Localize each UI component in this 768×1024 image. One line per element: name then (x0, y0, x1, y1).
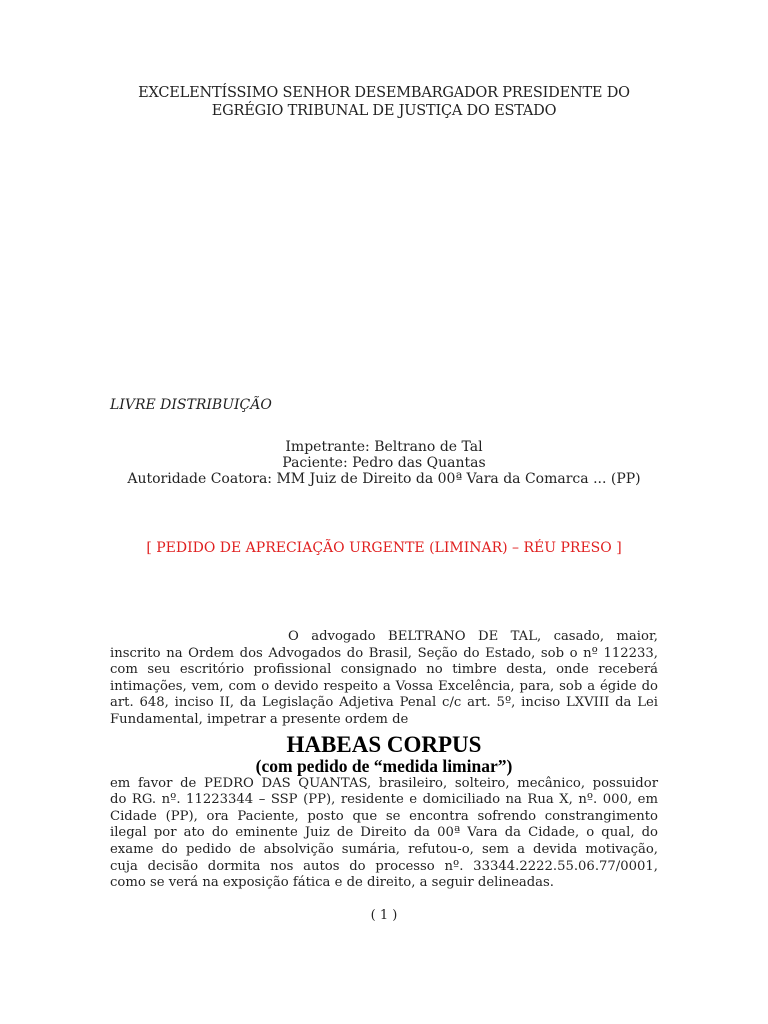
closing-line: Cidade (PP), ora Paciente, posto que se encontra sofrendo constrangimento (110, 808, 658, 824)
closing-line: cuja decisão dormita nos autos do processo nº. 33344.2222.55.06.77/0001, (110, 858, 658, 874)
impetrante-line: Impetrante: Beltrano de Tal (285, 439, 483, 455)
intro-line: com seu escritório profissional consignado no timbre desta, onde receberá (110, 662, 658, 678)
addressee-line-2: EGRÉGIO TRIBUNAL DE JUSTIÇA DO ESTADO (211, 103, 557, 119)
paciente-line: Paciente: Pedro das Quantas (282, 455, 486, 471)
distribution-label: LIVRE DISTRIBUIÇÃO (110, 397, 272, 413)
intro-line: Fundamental, impetrar a presente ordem de (110, 711, 409, 727)
closing-line: exame do pedido de absolvição sumária, refutou-o, sem a devida motivação, (110, 841, 658, 857)
intro-line: O advogado BELTRANO DE TAL, casado, maior, (288, 629, 658, 644)
habeas-corpus-subtitle: (com pedido de “medida liminar”) (255, 755, 513, 776)
autoridade-coatora-line: Autoridade Coatora: MM Juiz de Direito da 00ª Vara da Comarca ... (PP) (127, 471, 641, 487)
addressee-heading (100, 84, 668, 120)
closing-line: em favor de PEDRO DAS QUANTAS, brasileiro, solteiro, mecânico, possuidor (110, 775, 658, 791)
intro-line: intimações, vem, com o devido respeito a Vossa Excelência, para, sob a égide do (110, 678, 658, 694)
closing-line: ilegal por ato do eminente Juiz de Direito da 00ª Vara da Cidade, o qual, do (110, 825, 658, 841)
intro-line: inscrito na Ordem dos Advogados do Brasil, Seção do Estado, sob o nº 112233, (110, 645, 658, 661)
addressee-line-1: EXCELENTÍSSIMO SENHOR DESEMBARGADOR PRESIDENTE DO (138, 85, 630, 101)
page-number: ( 1 ) (370, 908, 398, 923)
urgent-request-notice: [ PEDIDO DE APRECIAÇÃO URGENTE (LIMINAR) – RÉU PRESO ] (146, 540, 622, 556)
petition-body (110, 629, 658, 892)
parties-block (100, 439, 668, 487)
closing-line: do RG. nº. 11223344 – SSP (PP), residente e domiciliado na Rua X, nº. 000, em (110, 792, 658, 808)
habeas-corpus-title: HABEAS CORPUS (286, 731, 482, 757)
closing-line: como se verá na exposição fática e de direito, a seguir delineadas. (110, 875, 554, 891)
intro-line: art. 648, inciso II, da Legislação Adjetiva Penal c/c art. 5º, inciso LXVIII da Lei (110, 695, 658, 711)
